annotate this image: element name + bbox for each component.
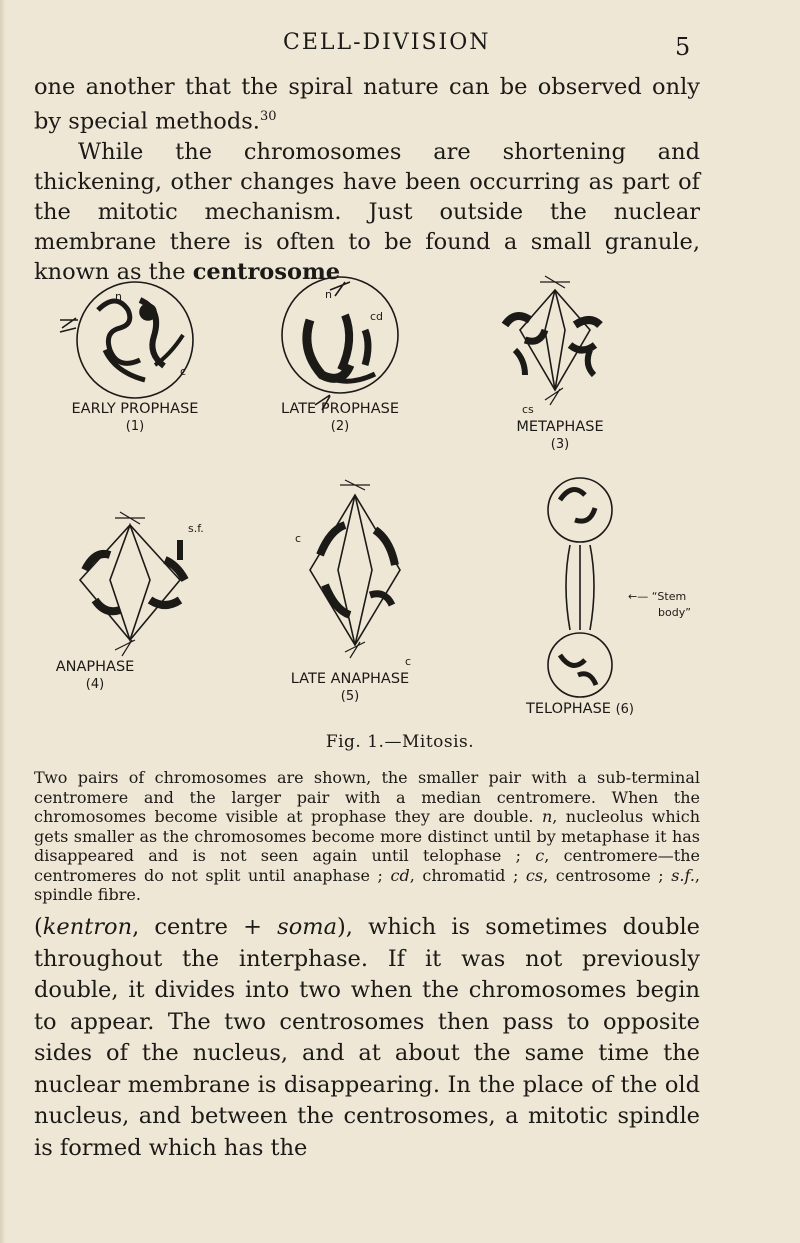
figure-caption: Fig. 1.—Mitosis. [325, 732, 475, 752]
label-cd: cd [370, 310, 384, 323]
anaphase-spindle [80, 512, 185, 656]
metaphase-spindle [505, 276, 600, 405]
telophase-cells [548, 478, 612, 697]
stage-label-early-prophase: EARLY PROPHASE (1) [71, 401, 199, 434]
stage-label-late-anaphase: LATE ANAPHASE (5) [290, 671, 410, 704]
label-n-late: n [325, 288, 332, 301]
mitosis-figure [30, 270, 720, 730]
stage-label-metaphase: METAPHASE (3) [516, 419, 604, 452]
figure-legend: Two pairs of chromosomes are shown, the smaller pair with a sub-terminal centromere and the larger pair with a median centromere. When the chromosomes become visible at prophase they are double. n, nucleolus which gets smaller as the chromosomes become more distinct until by metaphase it has disappeared and is not seen again until telophase ; c, centromere—the centromeres do not split until anaphase ; cd, chromatid ; cs, centrosome ; s.f., spindle fibre. [34, 768, 701, 904]
paragraph-3: (kentron, centre + soma), which is sometimes double throughout the interphase. If it was not previously double, it divides into two when the chromosomes begin to appear. The two centrosomes then pass to opposite sides of the nucleus, and at about the same time the nuclear membrane is disappearing. In the place of the old nucleus, and between the centrosomes, a mitotic spindle is formed which has the [34, 914, 700, 1161]
label-c-late-anaphase-bottom: c [405, 655, 412, 668]
term-centrosome: centrosome [192, 258, 341, 285]
stage-label-telophase: TELOPHASE (6) [526, 701, 634, 717]
label-c-late-anaphase-top: c [295, 532, 302, 545]
term-kentron: kentron [42, 914, 133, 940]
paragraph-1 [34, 72, 700, 287]
label-cs: cs [522, 403, 534, 416]
stage-label-anaphase: ANAPHASE (4) [55, 659, 135, 692]
footnote-ref: 30 [259, 109, 277, 124]
label-c-early: c [180, 365, 187, 378]
label-sf: s.f. [188, 522, 204, 535]
stage-label-late-prophase: LATE PROPHASE (2) [281, 401, 399, 434]
label-stem-body-2: body” [658, 606, 691, 619]
running-head: CELL-DIVISION [283, 30, 491, 55]
late-anaphase-spindle [310, 480, 400, 658]
label-n-early: n [115, 290, 122, 303]
paragraph-2-text: While the chromosomes are shortening and thickening, other changes have been occurring as part of the mitotic mechanism. Just outside the nuclear membrane there is often to be found a small granule, known as the [34, 138, 700, 285]
page-number: 5 [675, 33, 691, 61]
early-prophase-cell [60, 282, 193, 398]
label-stem-body-1: ←— “Stem [628, 590, 687, 603]
paragraph-1-text: one another that the spiral nature can be observed only by special methods. [34, 74, 700, 135]
term-soma: soma [277, 914, 337, 940]
page-edge [0, 0, 6, 1243]
late-prophase-cell [282, 277, 398, 410]
